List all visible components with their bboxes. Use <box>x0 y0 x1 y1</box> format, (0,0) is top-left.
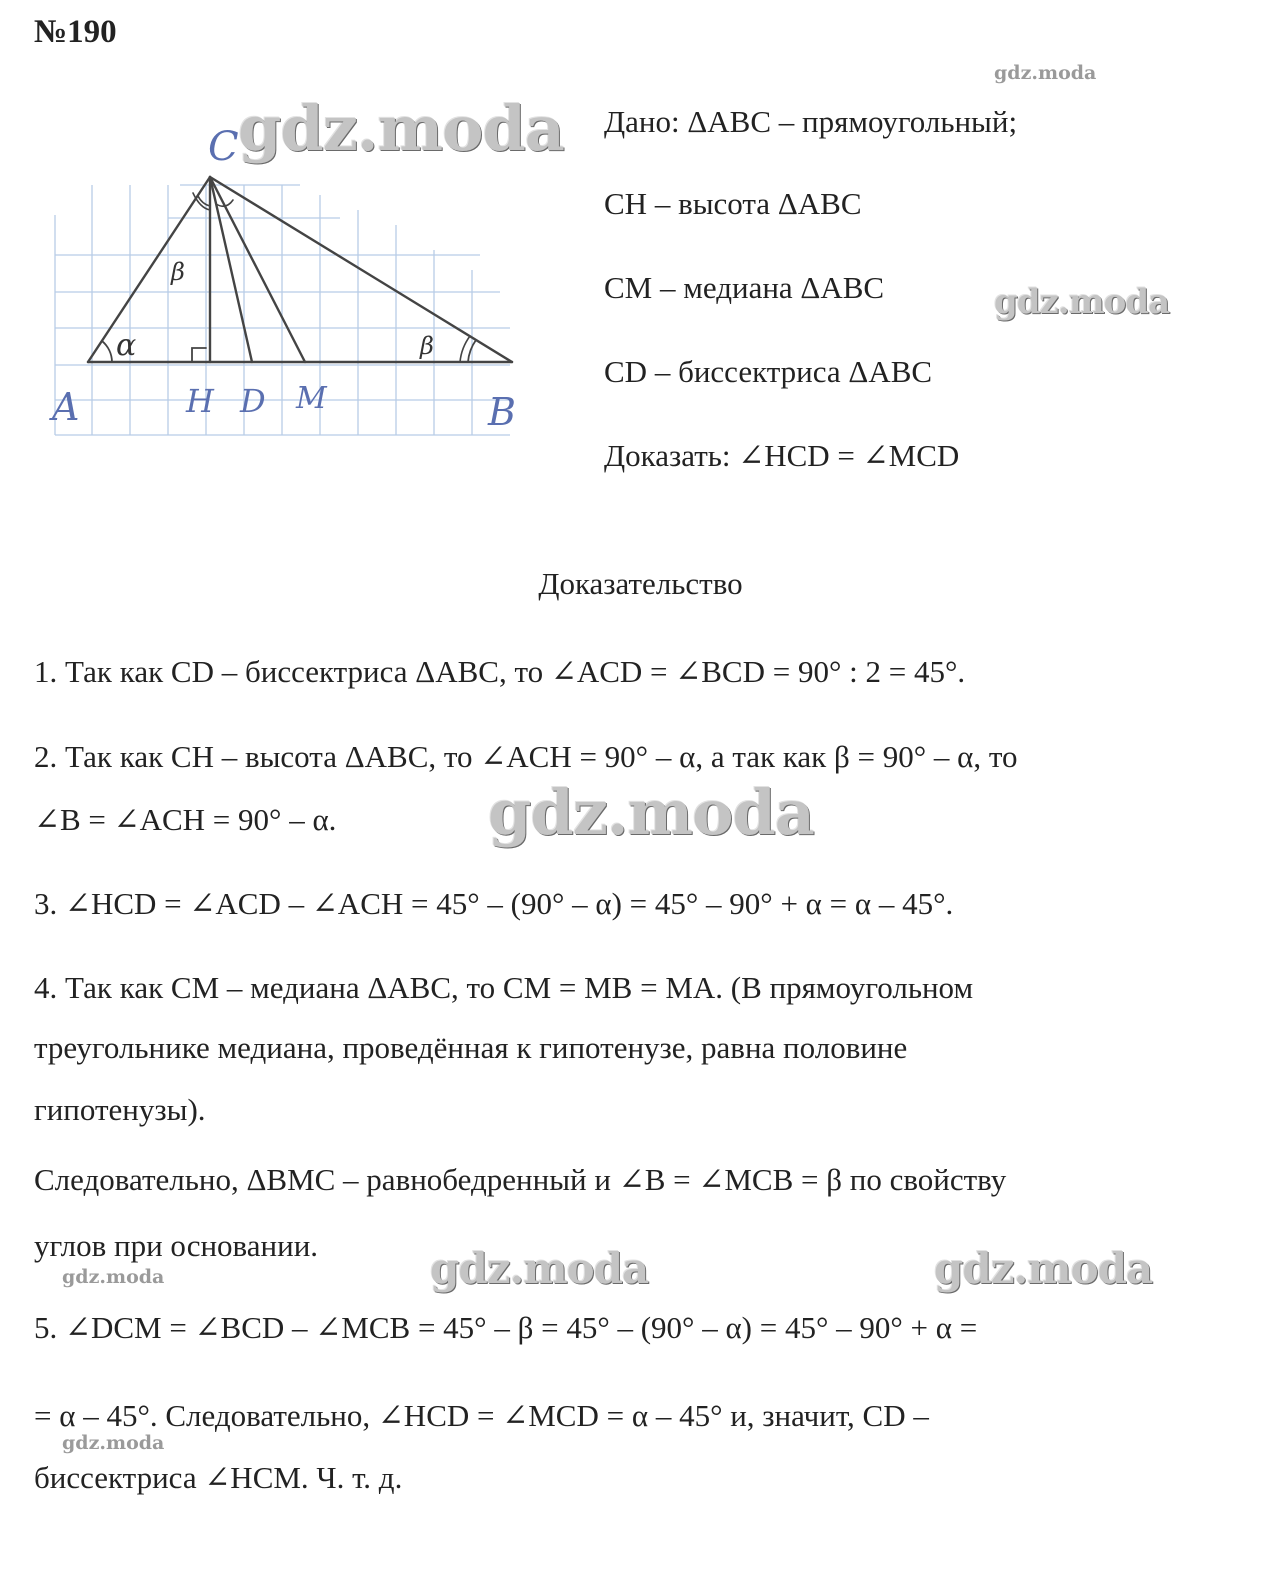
side-ac <box>88 177 210 362</box>
watermark: gdz.moda <box>934 1244 1153 1293</box>
proof-line: 5. ∠DCM = ∠BCD – ∠MCB = 45° – β = 45° – (90° – α) = 45° – 90° + α = <box>34 1310 978 1345</box>
proof-heading: Доказательство <box>538 566 743 601</box>
side-bc <box>210 177 512 362</box>
proof-line: 1. Так как CD – биссектриса ΔABC, то ∠ACD = ∠BCD = 90° : 2 = 45°. <box>34 654 966 689</box>
proof-line: углов при основании. <box>34 1228 319 1263</box>
angle-a-arc <box>102 341 112 362</box>
label-b: B <box>488 390 516 434</box>
watermark: gdz.moda <box>994 62 1097 84</box>
label-m: M <box>296 381 327 416</box>
watermark: gdz.moda <box>430 1244 649 1293</box>
proof-line: ∠B = ∠ACH = 90° – α. <box>34 802 337 837</box>
prove-statement: Доказать: ∠HCD = ∠MCD <box>604 438 960 473</box>
label-beta-right: β <box>420 332 434 360</box>
problem-number: №190 <box>34 14 117 50</box>
triangle-sketch <box>88 177 512 362</box>
watermark: gdz.moda <box>62 1432 165 1454</box>
label-alpha: α <box>116 328 137 363</box>
proof-line: 4. Так как CM – медиана ΔABC, то CM = MB = MA. (В прямоугольном <box>34 970 974 1005</box>
proof-line: биссектриса ∠HCM. Ч. т. д. <box>34 1460 403 1495</box>
watermark: gdz.moda <box>238 92 564 165</box>
label-d: D <box>240 382 266 420</box>
proof-line: 2. Так как CH – высота ΔABC, то ∠ACH = 90° – α, а так как β = 90° – α, то <box>34 739 1018 774</box>
watermark: gdz.moda <box>488 776 814 849</box>
given-median: CM – медиана ΔABC <box>604 270 885 305</box>
proof-line: гипотенузы). <box>34 1092 206 1127</box>
proof-line: 3. ∠HCD = ∠ACD – ∠ACH = 45° – (90° – α) = 45° – 90° + α = α – 45°. <box>34 886 954 921</box>
watermark: gdz.moda <box>62 1266 165 1288</box>
given-triangle: Дано: ΔABC – прямоугольный; <box>604 104 1018 139</box>
label-beta-left: β <box>171 258 185 286</box>
proof-line: треугольнике медиана, проведённая к гипотенузе, равна половине <box>34 1030 908 1065</box>
right-angle-mark <box>192 348 206 362</box>
given-bisector: CD – биссектриса ΔABC <box>604 354 933 389</box>
given-height: CH – высота ΔABC <box>604 186 862 221</box>
proof-line: = α – 45°. Следовательно, ∠HCD = ∠MCD = α – 45° и, значит, CD – <box>34 1398 929 1433</box>
label-c: C <box>208 124 239 170</box>
label-a: A <box>52 385 80 429</box>
label-h: H <box>186 382 214 420</box>
proof-line: Следовательно, ΔBMC – равнобедренный и ∠B = ∠MCB = β по свойству <box>34 1162 1007 1197</box>
watermark: gdz.moda <box>994 282 1170 322</box>
